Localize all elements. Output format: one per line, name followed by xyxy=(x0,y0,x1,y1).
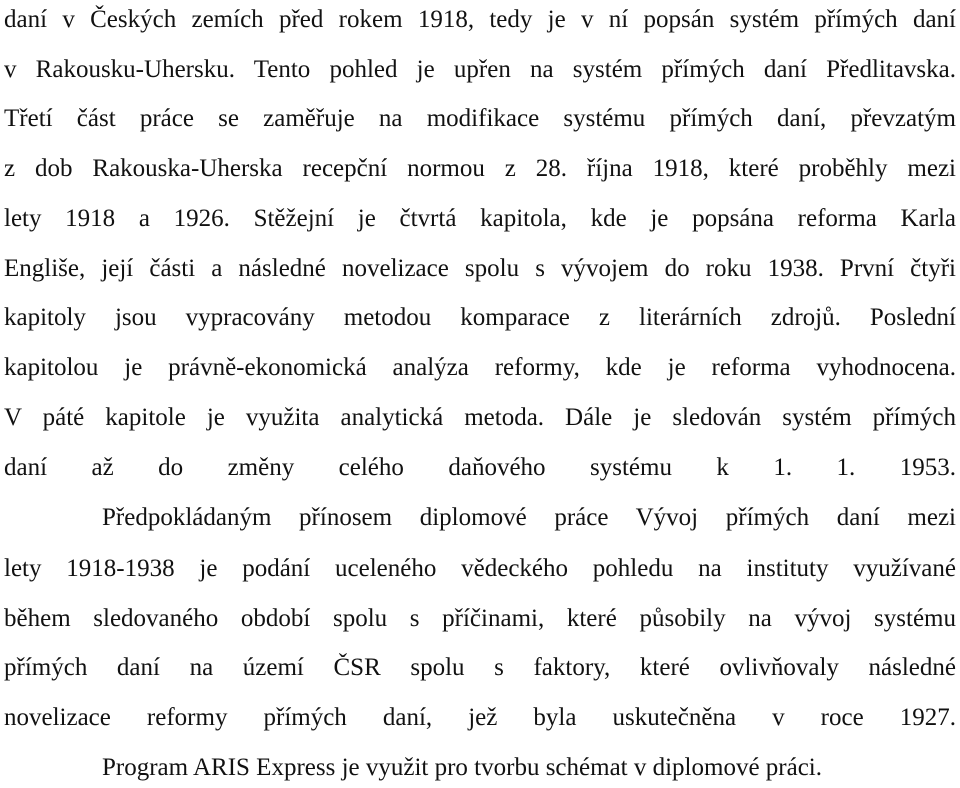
text-line: přímých daní na území ČSR spolu s faktory, které ovlivňovaly následné xyxy=(4,654,956,681)
text-line: Třetí část práce se zaměřuje na modifikace systému přímých daní, převzatým xyxy=(4,105,956,132)
text-line: novelizace reformy přímých daní, jež byla uskutečněna v roce 1927. xyxy=(4,704,956,731)
text-line: daní až do změny celého daňového systému k 1. 1. 1953. xyxy=(4,454,956,481)
text-line: Předpokládaným přínosem diplomové práce Vývoj přímých daní mezi xyxy=(102,504,956,531)
text-line: lety 1918 a 1926. Stěžejní je čtvrtá kapitola, kde je popsána reforma Karla xyxy=(4,205,956,232)
text-line: v Rakousku-Uhersku. Tento pohled je upřen na systém přímých daní Předlitavska. xyxy=(4,56,956,83)
text-line: z dob Rakouska-Uherska recepční normou z 28. října 1918, které proběhly mezi xyxy=(4,155,956,182)
text-line: Engliše, její části a následné novelizace spolu s vývojem do roku 1938. První čtyři xyxy=(4,255,956,282)
text-line: během sledovaného období spolu s příčinami, které působily na vývoj systému xyxy=(4,605,956,632)
text-line: Program ARIS Express je využit pro tvorbu schémat v diplomové práci. xyxy=(102,754,823,781)
text-line: lety 1918-1938 je podání uceleného vědeckého pohledu na instituty využívané xyxy=(4,555,956,582)
text-line: V páté kapitole je využita analytická metoda. Dále je sledován systém přímých xyxy=(4,404,956,431)
text-line: kapitolou je právně-ekonomická analýza reformy, kde je reforma vyhodnocena. xyxy=(4,354,956,381)
text-line: daní v Českých zemích před rokem 1918, tedy je v ní popsán systém přímých daní xyxy=(4,6,956,33)
text-line: kapitoly jsou vypracovány metodou komparace z literárních zdrojů. Poslední xyxy=(4,304,956,331)
